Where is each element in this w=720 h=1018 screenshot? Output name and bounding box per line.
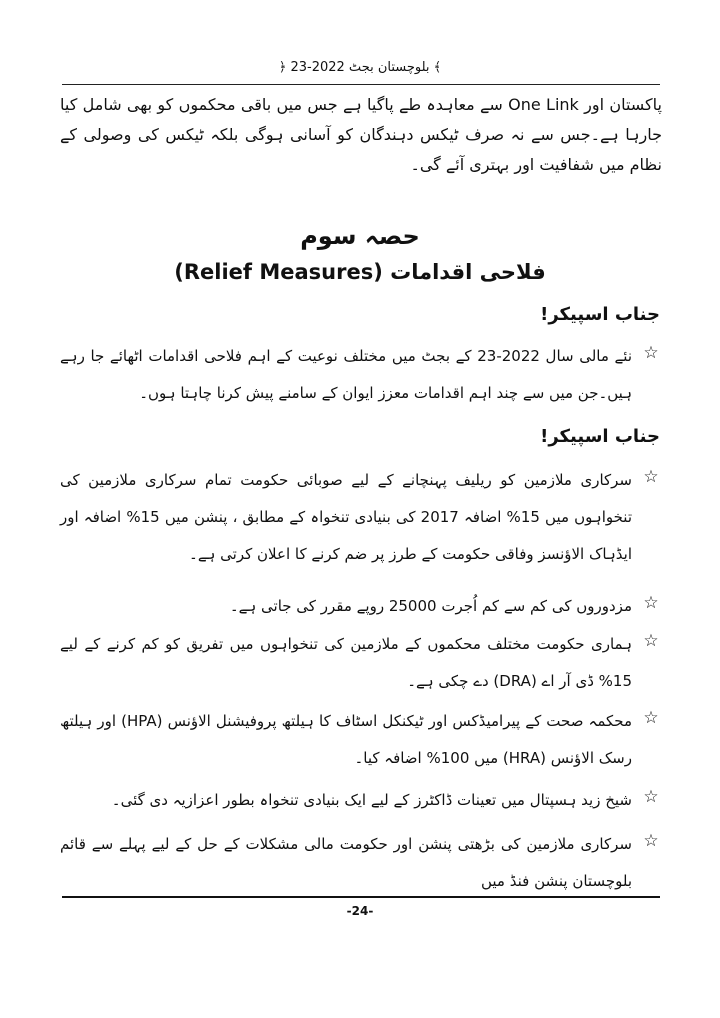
star-bullet-icon: ☆: [643, 593, 659, 613]
footer-rule: [62, 896, 660, 898]
list-item-text: سرکاری ملازمین کی بڑھتی پنشن اور حکومت مالی مشکلات کے حل کے لیے پہلے سے قائم بلوچستان پنشن فنڈ میں: [60, 835, 632, 890]
list-item-text: شیخ زید ہسپتال میں تعینات ڈاکٹرز کے لیے ایک بنیادی تنخواہ بطور اعزازیہ دی گئی۔: [111, 791, 632, 809]
list-item-text: محکمہ صحت کے پیرامیڈکس اور ٹیکنکل اسٹاف کا ہیلتھ پروفیشنل الاؤنس (HPA) اور ہیلتھ رسک الاؤنس (HRA) میں 100% اضافہ کیا۔: [60, 712, 633, 767]
speaker-address-1: جناب اسپیکر!: [540, 304, 660, 325]
star-bullet-icon: ☆: [643, 343, 659, 363]
list-item: [60, 626, 662, 700]
star-bullet-icon: ☆: [643, 831, 659, 851]
list-item: [60, 703, 662, 777]
section-title: فلاحی اقدامات (Relief Measures): [174, 260, 546, 284]
list-item-text: سرکاری ملازمین کو ریلیف پہنچانے کے لیے صوبائی حکومت تمام سرکاری ملازمین کی تنخواہوں میں 15% اضافہ 2017 کی بنیادی تنخواہ کے مطابق ، پنشن میں 15% اضافہ اور ایڈہاک الاؤنسز وفاقی حکومت کے طرز پر ضم کرنے کا اعلان کرتی ہے۔: [60, 471, 632, 563]
star-bullet-icon: ☆: [643, 631, 659, 651]
list-item: [60, 782, 662, 819]
header-rule: [62, 84, 660, 85]
list-item-text: ہماری حکومت مختلف محکموں کے ملازمین کی تنخواہوں میں تفریق کو کم کرنے کے لیے 15% ڈی آر اے (DRA) دے چکی ہے۔: [60, 635, 632, 690]
list-item-intro: [60, 338, 662, 412]
running-header: ﴾ بلوچستان بجٹ 2022-23 ﴿: [278, 60, 442, 75]
page-number: -24-: [346, 904, 374, 918]
list-item-text: نئے مالی سال 2022-23 کے بجٹ میں مختلف نوعیت کے اہم فلاحی اقدامات اٹھائے جا رہے ہیں۔جن میں سے چند اہم اقدامات معزز ایوان کے سامنے پیش کرنا چاہتا ہوں۔: [60, 347, 633, 402]
speaker-address-2: جناب اسپیکر!: [540, 426, 660, 447]
list-item: [60, 462, 662, 573]
star-bullet-icon: ☆: [643, 467, 659, 487]
intro-paragraph: پاکستان اور One Link سے معاہدہ طے پاگیا ہے جس میں باقی محکموں کو بھی شامل کیا جارہا ہے۔جس سے نہ صرف ٹیکس دہندگان کو آسانی ہوگی بلکہ ٹیکس کی وصولی کے نظام میں شفافیت اور بہتری آئے گی۔: [60, 95, 663, 174]
list-item-text: مزدوروں کی کم سے کم اُجرت 25000 روپے مقرر کی جاتی ہے۔: [229, 597, 632, 615]
list-item: [60, 588, 662, 625]
list-item: [60, 826, 662, 900]
part-title: حصہ سوم: [300, 222, 420, 250]
star-bullet-icon: ☆: [643, 787, 659, 807]
star-bullet-icon: ☆: [643, 708, 659, 728]
